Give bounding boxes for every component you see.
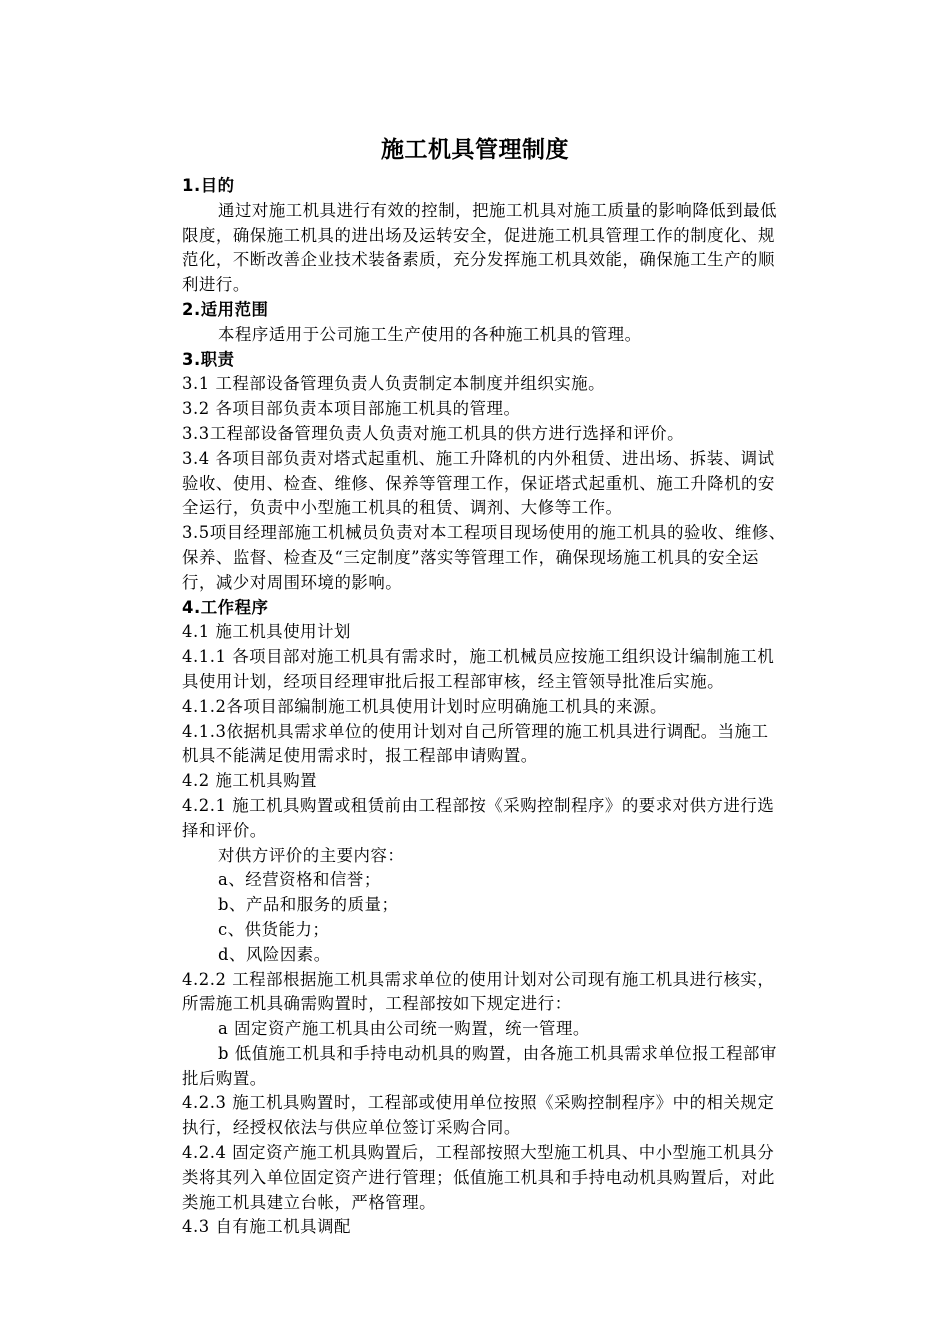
- body-text-line: 类施工机具建立台帐，严格管理。: [182, 1192, 437, 1212]
- body-text-line: 3.4 各项目部负责对塔式起重机、施工升降机的内外租赁、进出场、拆装、调试: [182, 448, 775, 468]
- section-heading: 3.职责: [182, 349, 235, 369]
- section-heading: 4.工作程序: [182, 597, 269, 617]
- body-text-line: 4.1 施工机具使用计划: [182, 622, 352, 642]
- body-text-line: d、风险因素。: [218, 944, 331, 964]
- body-text-line: 4.1.1 各项目部对施工机具有需求时，施工机械员应按施工组织设计编制施工机: [182, 647, 775, 667]
- body-text-line: 验收、使用、检查、维修、保养等管理工作，保证塔式起重机、施工升降机的安: [182, 473, 775, 493]
- body-text-line: b、产品和服务的质量；: [218, 895, 399, 915]
- body-text-line: 类将其列入单位固定资产进行管理；低值施工机具和手持电动机具购置后，对此: [182, 1167, 775, 1187]
- body-text-line: 对供方评价的主要内容：: [218, 845, 405, 865]
- body-text-line: 所需施工机具确需购置时，工程部按如下规定进行：: [182, 994, 572, 1014]
- body-text-line: a、经营资格和信誉；: [218, 870, 381, 890]
- section-heading: 2.适用范围: [182, 299, 269, 319]
- body-text-line: 利进行。: [182, 275, 250, 295]
- body-text-line: 4.1.3依据机具需求单位的使用计划对自己所管理的施工机具进行调配。当施工: [182, 721, 769, 741]
- body-text-line: 3.1 工程部设备管理负责人负责制定本制度并组织实施。: [182, 374, 606, 394]
- body-text-line: 4.2 施工机具购置: [182, 771, 318, 791]
- body-text-line: 4.2.4 固定资产施工机具购置后，工程部按照大型施工机具、中小型施工机具分: [182, 1143, 775, 1163]
- body-text-line: 3.2 各项目部负责本项目部施工机具的管理。: [182, 399, 521, 419]
- body-text-line: 择和评价。: [182, 820, 267, 840]
- body-text-line: 3.3工程部设备管理负责人负责对施工机具的供方进行选择和评价。: [182, 423, 685, 443]
- body-text-line: c、供货能力；: [218, 919, 330, 939]
- document-title: 施工机具管理制度: [381, 137, 569, 163]
- body-text-line: 批后购置。: [182, 1068, 267, 1088]
- body-text-line: 4.1.2各项目部编制施工机具使用计划时应明确施工机具的来源。: [182, 696, 667, 716]
- body-text-line: 本程序适用于公司施工生产使用的各种施工机具的管理。: [218, 324, 642, 344]
- body-text-line: 4.3 自有施工机具调配: [182, 1217, 352, 1237]
- body-text-line: 4.2.1 施工机具购置或租赁前由工程部按《采购控制程序》的要求对供方进行选: [182, 795, 775, 815]
- body-text-line: 执行，经授权依法与供应单位签订采购合同。: [182, 1118, 521, 1138]
- body-text-line: 范化，不断改善企业技术装备素质，充分发挥施工机具效能，确保施工生产的顺: [182, 250, 775, 270]
- section-heading: 1.目的: [182, 176, 235, 195]
- body-text-line: 具使用计划，经项目经理审批后报工程部审核，经主管领导批准后实施。: [182, 671, 725, 691]
- body-text-line: 保养、监督、检查及“三定制度”落实等管理工作，确保现场施工机具的安全运: [182, 547, 759, 567]
- body-text-line: a 固定资产施工机具由公司统一购置，统一管理。: [218, 1019, 590, 1039]
- body-text-line: 限度，确保施工机具的进出场及运转安全，促进施工机具管理工作的制度化、规: [182, 225, 775, 245]
- body-text-line: 3.5项目经理部施工机械员负责对本工程项目现场使用的施工机具的验收、维修、: [182, 523, 786, 543]
- body-text-line: b 低值施工机具和手持电动机具的购置，由各施工机具需求单位报工程部审: [218, 1043, 777, 1063]
- body-text-line: 行，减少对周围环境的影响。: [182, 572, 403, 592]
- body-text-line: 4.2.2 工程部根据施工机具需求单位的使用计划对公司现有施工机具进行核实，: [182, 969, 775, 989]
- body-text-line: 机具不能满足使用需求时，报工程部申请购置。: [182, 746, 538, 766]
- document-body: [182, 174, 862, 1240]
- body-text-line: 4.2.3 施工机具购置时，工程部或使用单位按照《采购控制程序》中的相关规定: [182, 1093, 775, 1113]
- body-text-line: 通过对施工机具进行有效的控制，把施工机具对施工质量的影响降低到最低: [218, 200, 778, 220]
- body-text-line: 全运行，负责中小型施工机具的租赁、调剂、大修等工作。: [182, 498, 623, 518]
